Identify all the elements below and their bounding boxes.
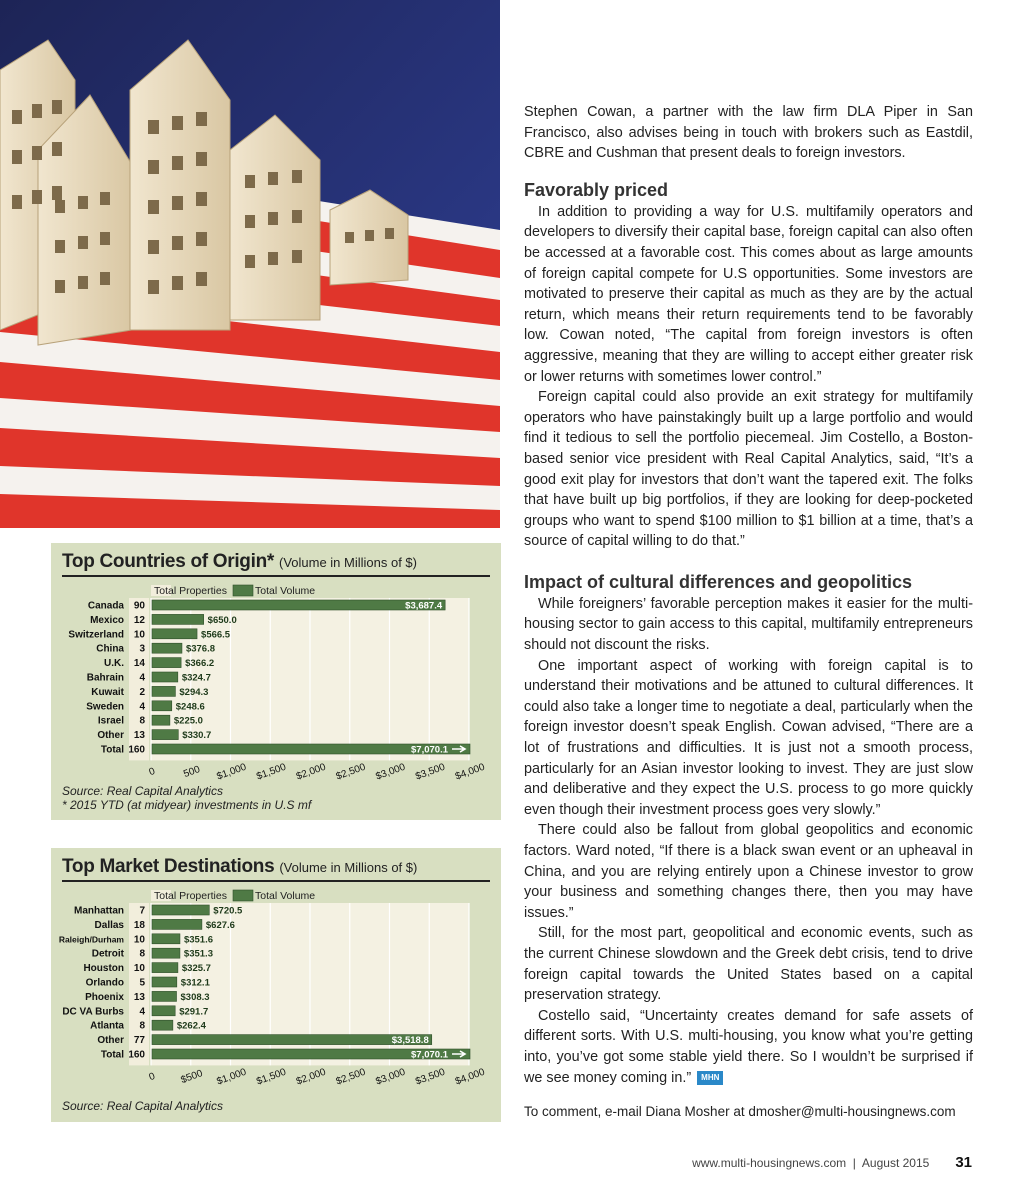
data-label: $720.5 xyxy=(213,905,243,917)
data-label: $7,070.1 xyxy=(411,744,448,756)
footer-site-date: www.multi-housingnews.com | August 2015 xyxy=(692,1156,930,1170)
tick-label: $500 xyxy=(179,1068,205,1087)
data-label: $248.6 xyxy=(175,701,205,713)
category-label: U.K. xyxy=(104,658,124,670)
category-label: Sweden xyxy=(86,701,124,713)
tick-label: $2,000 xyxy=(294,761,328,783)
data-label: $308.3 xyxy=(180,991,210,1003)
properties-value: 12 xyxy=(133,614,145,626)
paragraph: One important aspect of working with foreign capital is to understand their motivations and be attuned to cultural differences. It could also take a longer time to negotiate a deal, particularly when the foreign investor doesn’t speak English. Cowan advised, “There are a lot of frustrations and difficulties. It is just not a smooth process, particularly for an Asian investor looking to invest. They are just slow and deliberative and they expect the U.S. process to go more quickly even though their investment process goes very slowly.” xyxy=(524,657,973,818)
article-body xyxy=(524,102,973,1088)
bar xyxy=(152,686,175,696)
properties-value: 10 xyxy=(133,963,145,975)
category-label: Israel xyxy=(97,715,124,727)
data-label: $351.3 xyxy=(183,948,213,960)
paragraph: There could also be fallout from global geopolitics and economic factors. Ward noted, “If there is a black swan event or an upheaval in China, and you are relying entirely upon a Chinese investor to grow your business and something changes there, then you may have issues.” xyxy=(524,822,973,921)
category-label: Houston xyxy=(83,963,124,975)
chart-source-note: Source: Real Capital Analytics xyxy=(62,1099,223,1113)
data-label: $650.0 xyxy=(207,614,237,626)
properties-value: 2 xyxy=(139,686,145,698)
bar xyxy=(152,715,170,725)
category-label: Bahrain xyxy=(86,672,124,684)
bar xyxy=(152,963,178,973)
bar xyxy=(152,919,202,929)
category-label: Total xyxy=(100,744,124,756)
bar xyxy=(152,643,182,653)
category-label: Detroit xyxy=(91,948,124,960)
data-label: $627.6 xyxy=(205,919,235,931)
comment-contact: To comment, e-mail Diana Mosher at dmosher@multi-housingnews.com xyxy=(524,1104,956,1119)
bar xyxy=(152,658,181,668)
paragraph: While foreigners’ favorable perception makes it easier for the multi-housing sector to gain access to this capital, multifamily entrepreneurs should not discount the risks. xyxy=(524,595,973,654)
data-label: $294.3 xyxy=(179,686,209,698)
properties-value: 5 xyxy=(139,977,145,989)
category-label: Canada xyxy=(87,600,124,612)
category-label: Mexico xyxy=(90,614,124,626)
section-heading: Favorably priced xyxy=(524,179,669,200)
data-label: $3,687.4 xyxy=(405,600,443,612)
properties-value: 18 xyxy=(133,919,145,931)
category-label: Phoenix xyxy=(85,991,124,1003)
bar xyxy=(152,614,204,624)
chart-source-note: Source: Real Capital Analytics * 2015 YTD (at midyear) investments in U.S mf xyxy=(62,784,312,812)
tick-label: $1,000 xyxy=(215,1066,248,1088)
bar xyxy=(152,600,445,610)
data-label: $351.6 xyxy=(183,934,214,946)
properties-value: 8 xyxy=(139,948,145,960)
tick-label: 0 xyxy=(147,765,157,779)
bar xyxy=(152,730,178,740)
mhn-logo-badge: MHN xyxy=(697,1071,723,1085)
tick-label: $3,000 xyxy=(374,1066,407,1088)
properties-value: 8 xyxy=(139,1020,145,1032)
legend-label-properties: Total Properties xyxy=(154,890,227,902)
data-label: $312.1 xyxy=(180,977,210,989)
tick-label: $3,000 xyxy=(374,761,407,783)
properties-value: 10 xyxy=(133,629,145,641)
paragraph: Foreign capital could also provide an exit strategy for multifamily operators who have painstakingly built up a large portfolio and would find it tedious to sell the portfolio piecemeal. Jim Costello, a Boston-based senior vice president with Real Capital Analytics, said, “It’s a good exit play for investors that don’t want the tapered exit. The folks that have built up big portfolios, if they are looking for deep-pocketed groups who want to spend $100 million to $1 billion at a time, that’s a source of capital willing to do that.” xyxy=(524,389,973,550)
tick-label: 500 xyxy=(182,764,202,781)
bar xyxy=(152,934,180,944)
data-label: $7,070.1 xyxy=(411,1049,448,1061)
properties-value: 4 xyxy=(139,701,145,713)
properties-value: 8 xyxy=(139,715,145,727)
data-label: $325.7 xyxy=(181,963,211,975)
category-label: Total xyxy=(100,1049,124,1061)
legend-label-volume: Total Volume xyxy=(255,890,316,902)
tick-label: $4,000 xyxy=(453,761,487,783)
paragraph: Costello said, “Uncertainty creates demand for safe assets of different sorts. With U.S. multi-housing, you know what you’re getting into, you’ve got some stable yield there. So I wouldn’t be surprised if we see money coming in.” MHN xyxy=(524,1007,973,1086)
tick-label: $2,000 xyxy=(294,1066,328,1088)
properties-value: 77 xyxy=(133,1035,145,1047)
chart-top-countries xyxy=(51,543,501,820)
paragraph: In addition to providing a way for U.S. multifamily operators and developers to diversify their capital base, foreign capital can also often be accessed at a favorable cost. This comes about as large amounts of foreign capital compete for U.S opportunities. Some investors are motivated to preserve their capital as much as they are by the actual return, which means their return requirements tend to be favorably low. Cowan noted, “The capital from foreign investors is often aggressive, meaning that they are willing to accept either greater risk or lower returns with sometimes lower control.” xyxy=(524,203,973,385)
properties-value: 4 xyxy=(139,1006,145,1018)
data-label: $3,518.8 xyxy=(391,1035,429,1047)
properties-value: 7 xyxy=(139,905,145,917)
category-label: Other xyxy=(97,1035,124,1047)
bar xyxy=(152,672,178,682)
category-label: Kuwait xyxy=(91,686,124,698)
tick-label: $1,000 xyxy=(215,761,248,783)
data-label: $566.5 xyxy=(201,629,231,641)
tick-label: $3,500 xyxy=(414,761,447,783)
chart-top-market-destinations xyxy=(51,848,501,1122)
tick-label: $2,500 xyxy=(334,761,368,783)
properties-value: 3 xyxy=(139,643,145,655)
properties-value: 4 xyxy=(139,672,145,684)
chart-title: Top Market Destinations (Volume in Millions of $) xyxy=(62,856,418,877)
category-label: Raleigh/Durham xyxy=(58,934,124,945)
chart-legend xyxy=(151,890,315,902)
properties-value: 13 xyxy=(133,730,145,742)
bar xyxy=(152,1006,175,1016)
tick-label: $4,000 xyxy=(453,1066,487,1088)
category-label: Atlanta xyxy=(90,1020,124,1032)
tick-label: $3,500 xyxy=(414,1066,447,1088)
data-label: $366.2 xyxy=(185,658,215,670)
category-label: Switzerland xyxy=(68,629,124,641)
bar xyxy=(152,1020,173,1030)
properties-value: 13 xyxy=(133,991,145,1003)
legend-swatch-volume xyxy=(233,890,253,901)
bar xyxy=(152,701,172,711)
properties-value: 160 xyxy=(128,1049,145,1061)
properties-value: 10 xyxy=(133,934,145,946)
legend-swatch-volume xyxy=(233,585,253,596)
section-heading: Impact of cultural differences and geopolitics xyxy=(524,571,913,592)
bar xyxy=(152,948,180,958)
tick-label: 0 xyxy=(147,1070,157,1084)
category-label: Manhattan xyxy=(74,905,124,917)
properties-value: 14 xyxy=(133,658,145,670)
bar xyxy=(152,991,177,1001)
category-label: Dallas xyxy=(94,919,124,931)
hero-photo xyxy=(0,0,500,528)
data-label: $225.0 xyxy=(173,715,203,727)
data-label: $291.7 xyxy=(179,1006,209,1018)
data-label: $262.4 xyxy=(176,1020,206,1032)
category-label: China xyxy=(96,643,124,655)
page-footer xyxy=(692,1154,972,1171)
paragraph: Still, for the most part, geopolitical and economic events, such as the current Chinese slowdown and the Greek debt crisis, tend to drive foreign capital towards the United States based on a capital preservation strategy. xyxy=(524,925,973,1004)
legend-label-volume: Total Volume xyxy=(255,585,316,597)
page-number: 31 xyxy=(955,1154,972,1171)
paragraph: Stephen Cowan, a partner with the law firm DLA Piper in San Francisco, also advises being in touch with brokers such as Eastdil, CBRE and Cushman that present deals to foreign investors. xyxy=(524,104,973,162)
bar xyxy=(152,629,197,639)
tick-label: $1,500 xyxy=(255,1066,288,1088)
data-label: $324.7 xyxy=(181,672,211,684)
category-label: Orlando xyxy=(85,977,124,989)
category-label: DC VA Burbs xyxy=(62,1006,124,1018)
tick-label: $1,500 xyxy=(255,761,288,783)
category-label: Other xyxy=(97,730,124,742)
chart-title: Top Countries of Origin* (Volume in Millions of $) xyxy=(62,551,417,572)
bar xyxy=(152,1035,432,1045)
data-label: $376.8 xyxy=(185,643,216,655)
properties-value: 90 xyxy=(133,600,145,612)
bar xyxy=(152,905,209,915)
legend-label-properties: Total Properties xyxy=(154,585,227,597)
bar xyxy=(152,977,177,987)
data-label: $330.7 xyxy=(182,730,212,742)
properties-value: 160 xyxy=(128,744,145,756)
chart-legend xyxy=(151,585,315,597)
tick-label: $2,500 xyxy=(334,1066,368,1088)
